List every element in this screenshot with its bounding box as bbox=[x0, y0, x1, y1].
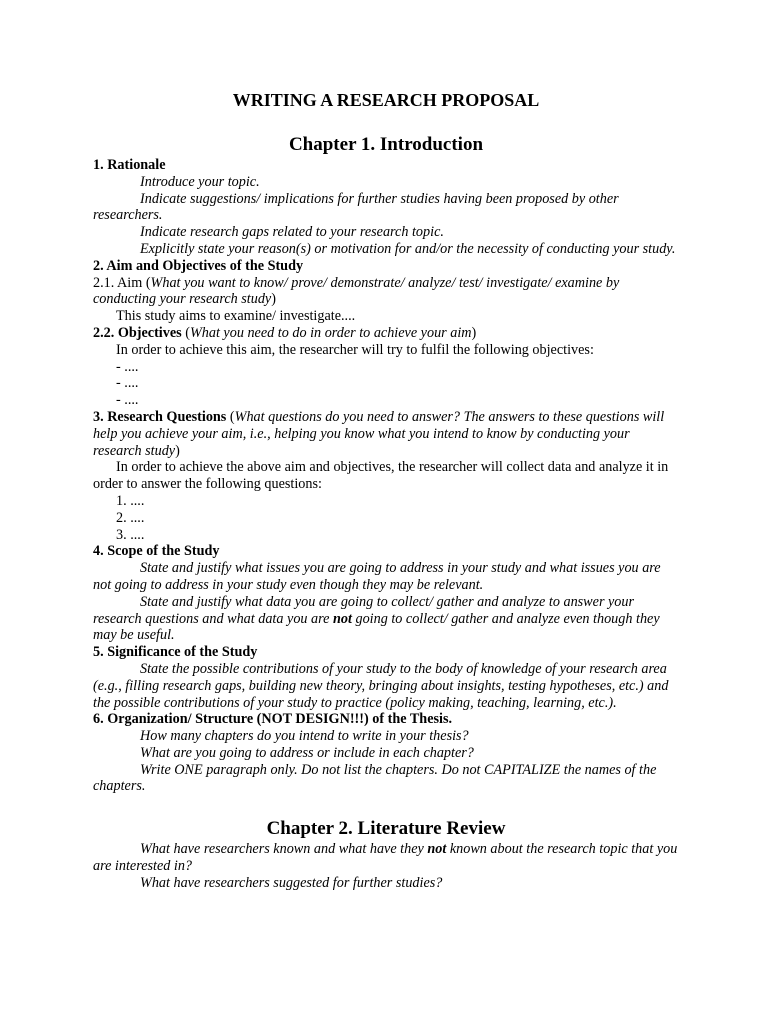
rationale-item: Introduce your topic. bbox=[140, 173, 260, 190]
scope-text: State and justify what data you are going to collect/ gather and analyze to answer your research questions and what data you are bbox=[93, 593, 635, 627]
literature-review-paragraph bbox=[93, 841, 679, 875]
aim-paragraph bbox=[93, 275, 679, 309]
objectives-paragraph bbox=[93, 325, 679, 342]
document-title: WRITING A RESEARCH PROPOSAL bbox=[232, 90, 540, 110]
research-questions-paragraph bbox=[93, 409, 679, 459]
lr-not-emphasis: not bbox=[427, 841, 447, 858]
objectives-label: 2.2. Objectives bbox=[93, 324, 182, 341]
scope-text: going to collect/ gather and analyze even though they may be useful. bbox=[93, 610, 660, 644]
lr-text: known about the research topic that you are interested in? bbox=[93, 841, 678, 875]
section-scope-heading: 4. Scope of the Study bbox=[93, 543, 220, 560]
document-page bbox=[93, 88, 679, 892]
section-aim-objectives-heading: 2. Aim and Objectives of the Study bbox=[93, 257, 304, 274]
objectives-list-item: - .... bbox=[116, 392, 139, 409]
significance-paragraph: State the possible contributions of your study to the body of knowledge of your research area (e.g., filling research gaps, building new theory, bringing about insights, testing hypotheses, etc.) and the possible contributions of your study to practice (policy making, teaching, learning, etc.). bbox=[93, 660, 669, 711]
rq-list-item: 1. .... bbox=[116, 492, 145, 509]
objectives-open: ( bbox=[181, 324, 190, 341]
literature-review-paragraph: What have researchers suggested for further studies? bbox=[140, 874, 443, 891]
aim-text: This study aims to examine/ investigate.... bbox=[116, 308, 356, 325]
rq-list-item: 3. .... bbox=[116, 526, 145, 543]
scope-paragraph: State and justify what issues you are going to address in your study and what issues you are not going to address in your study even though they may be relevant. bbox=[93, 560, 661, 593]
aim-label: 2.1. Aim ( bbox=[93, 274, 151, 291]
section-rationale-heading: 1. Rationale bbox=[93, 157, 166, 173]
objectives-close: ) bbox=[471, 324, 477, 341]
objectives-list-item: - .... bbox=[116, 358, 139, 375]
chapter-1-heading: Chapter 1. Introduction bbox=[288, 134, 484, 155]
chapter-2-heading: Chapter 2. Literature Review bbox=[266, 818, 506, 840]
aim-close: ) bbox=[271, 291, 276, 308]
rq-list-item: 2. .... bbox=[116, 509, 145, 526]
rationale-item: Indicate research gaps related to your research topic. bbox=[140, 224, 444, 241]
rationale-item: Explicitly state your reason(s) or motivation for and/or the necessity of conducting your study. bbox=[140, 240, 676, 257]
objectives-text: In order to achieve this aim, the researcher will try to fulfil the following objectives: bbox=[116, 341, 594, 358]
lr-text: What have researchers known and what have they bbox=[140, 841, 428, 858]
aim-note: What you want to know/ prove/ demonstrate/ analyze/ test/ investigate/ examine by conducting your research study bbox=[93, 274, 620, 308]
organization-item: Write ONE paragraph only. Do not list the chapters. Do not CAPITALIZE the names of the chapters. bbox=[93, 761, 657, 795]
organization-item: How many chapters do you intend to write in your thesis? bbox=[140, 728, 469, 745]
section-organization-heading: 6. Organization/ Structure (NOT DESIGN!!!) of the Thesis. bbox=[93, 711, 453, 728]
scope-paragraph bbox=[93, 594, 679, 644]
rationale-item: Indicate suggestions/ implications for further studies having been proposed by other researchers. bbox=[93, 190, 619, 224]
scope-not-emphasis: not bbox=[332, 610, 352, 627]
rq-note: What questions do you need to answer? The answers to these questions will help you achieve your aim, i.e., helping you know what you intend to know by conducting your research study bbox=[93, 408, 665, 459]
section-significance-heading: 5. Significance of the Study bbox=[93, 644, 258, 661]
rq-text: In order to achieve the above aim and objectives, the researcher will collect data and analyze it in order to answer the following questions: bbox=[93, 459, 669, 493]
section-research-questions-heading: 3. Research Questions bbox=[93, 408, 227, 425]
objectives-list-item: - .... bbox=[116, 375, 139, 392]
rq-open: ( bbox=[226, 408, 235, 425]
rq-close: ) bbox=[175, 442, 180, 459]
organization-item: What are you going to address or include in each chapter? bbox=[140, 744, 474, 761]
objectives-note: What you need to do in order to achieve your aim bbox=[189, 324, 472, 341]
